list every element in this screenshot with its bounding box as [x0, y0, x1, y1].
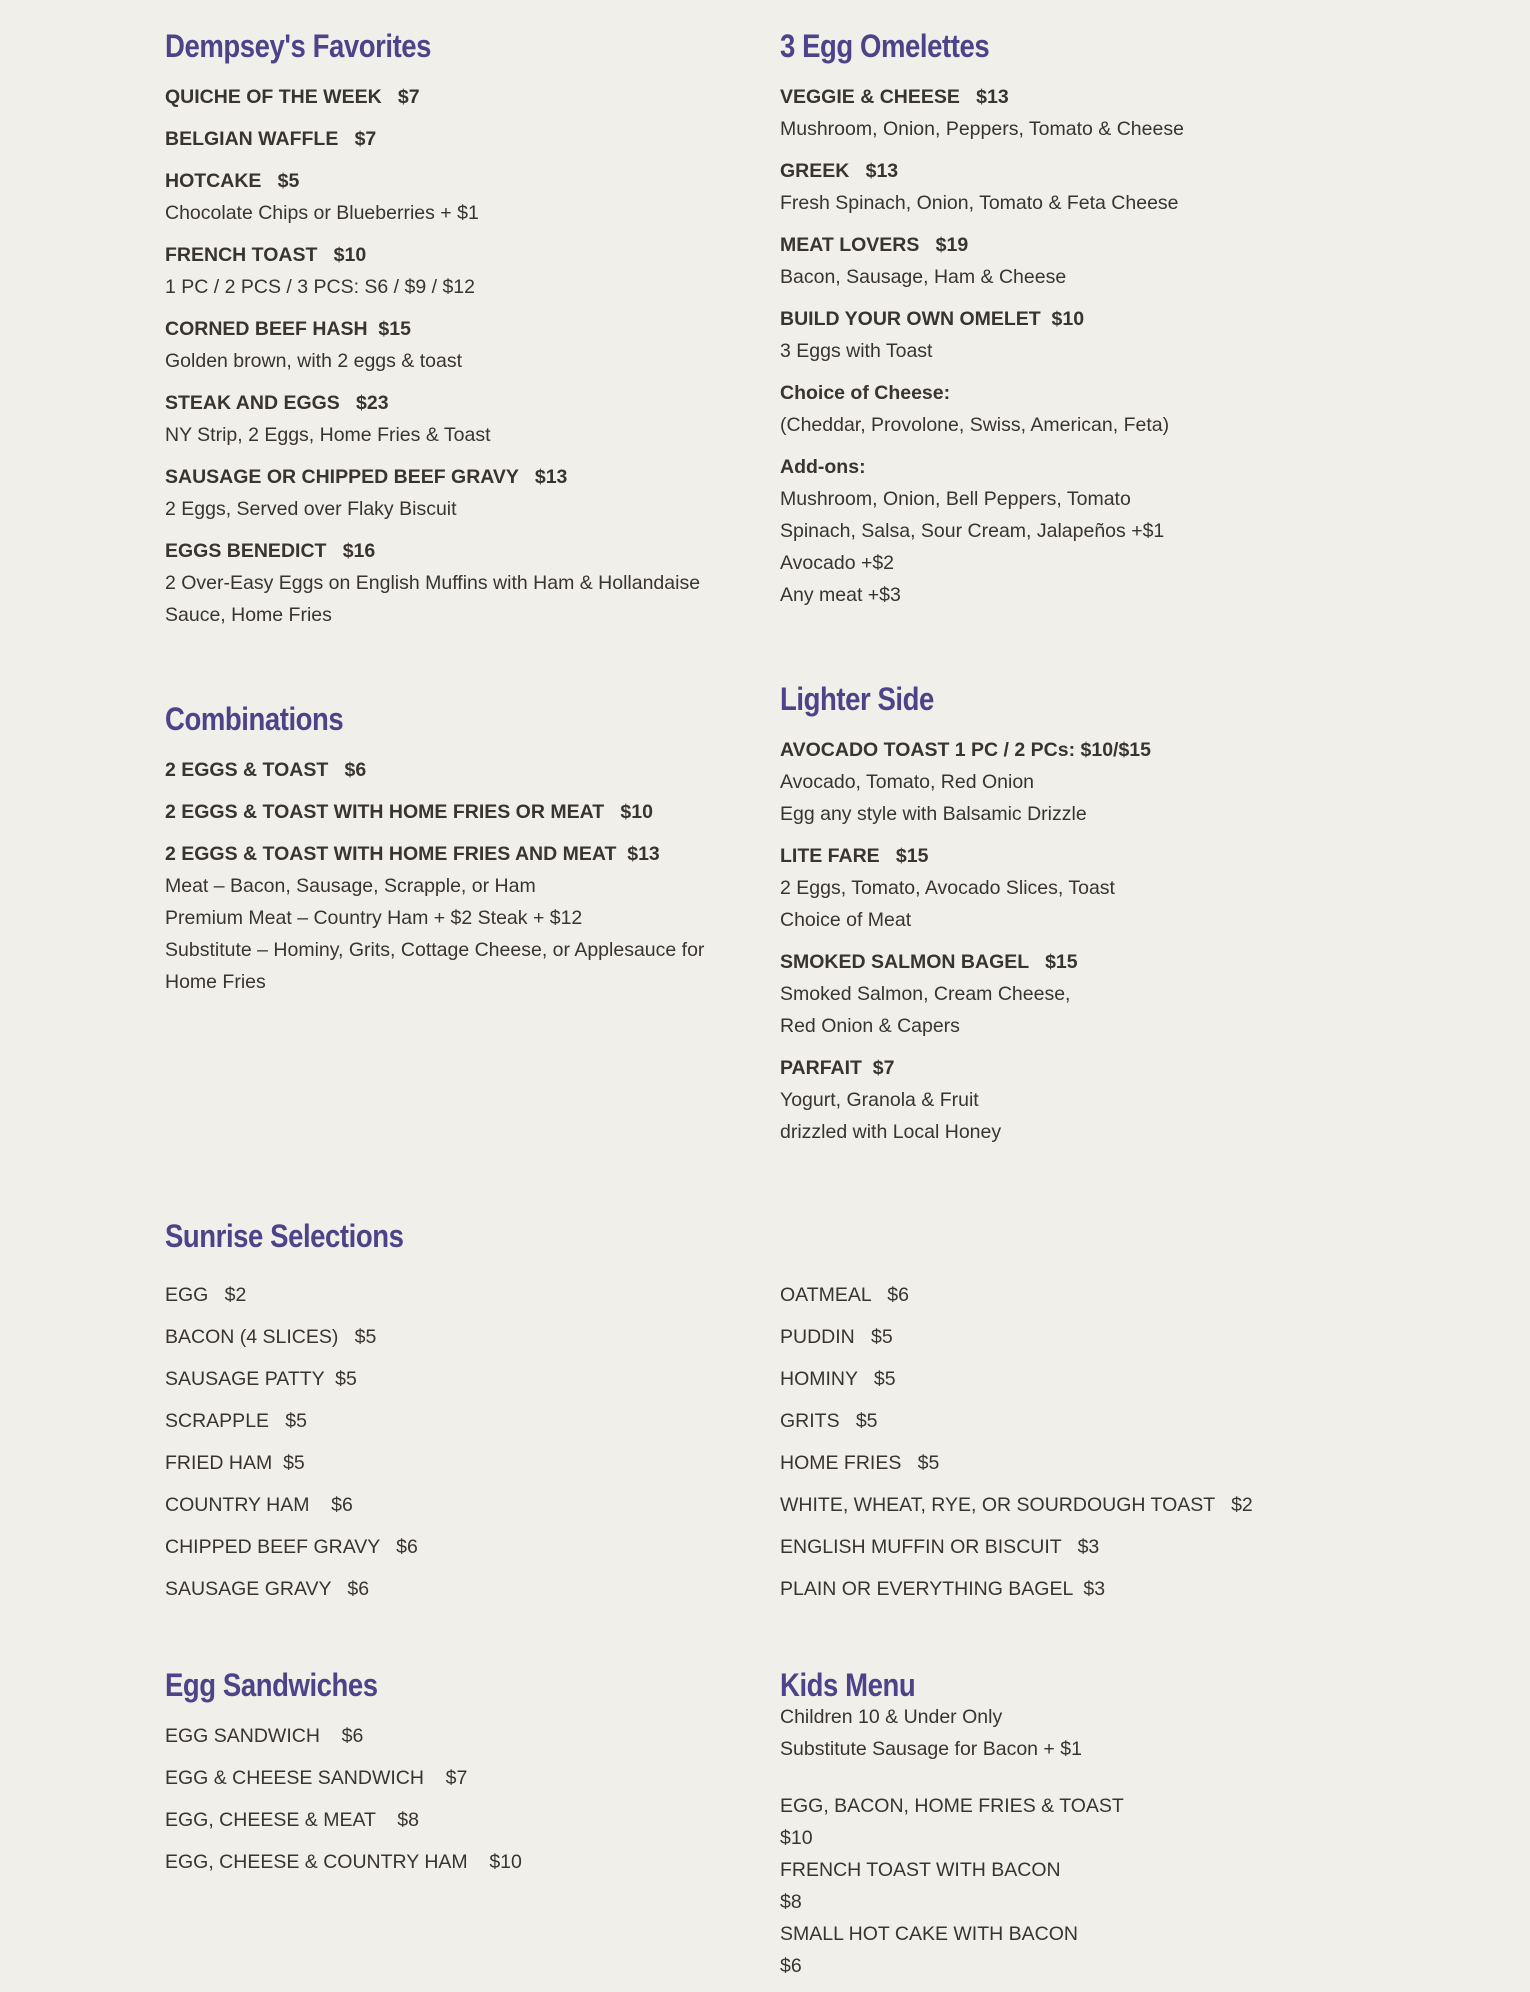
menu-item — [165, 165, 735, 229]
item-name: BELGIAN WAFFLE $7 — [165, 128, 377, 150]
item-name: SAUSAGE OR CHIPPED BEEF GRAVY $13 — [165, 466, 568, 488]
menu-item — [780, 81, 1380, 145]
item-name: Add-ons: — [780, 456, 866, 478]
item-name: BUILD YOUR OWN OMELET $10 — [780, 308, 1085, 330]
item-name: 2 EGGS & TOAST WITH HOME FRIES OR MEAT $10 — [165, 801, 653, 823]
section-kids-menu — [780, 1665, 1380, 1982]
item-description: Meat – Bacon, Sausage, Scrapple, or Ham — [165, 875, 536, 897]
kids-item-price: $6 — [780, 1955, 802, 1977]
menu-item — [165, 796, 735, 828]
sunrise-right-column — [780, 1279, 1400, 1615]
item-name: 2 EGGS & TOAST WITH HOME FRIES AND MEAT $13 — [165, 843, 660, 865]
item-description: Yogurt, Granola & Fruit — [780, 1089, 979, 1111]
side-item: WHITE, WHEAT, RYE, OR SOURDOUGH TOAST $2 — [780, 1494, 1253, 1516]
side-item: GRITS $5 — [780, 1410, 878, 1432]
menu-item — [780, 155, 1380, 219]
kids-item-name: SMALL HOT CAKE WITH BACON — [780, 1923, 1078, 1945]
menu-item — [165, 535, 735, 631]
item-name: MEAT LOVERS $19 — [780, 234, 969, 256]
item-description: Smoked Salmon, Cream Cheese, — [780, 983, 1071, 1005]
item-description: Substitute – Hominy, Grits, Cottage Cheese, or Applesauce for Home Fries — [165, 939, 705, 993]
section-title: 3 Egg Omelettes — [780, 28, 990, 64]
section-title: Sunrise Selections — [165, 1218, 404, 1254]
side-item: COUNTRY HAM $6 — [165, 1494, 353, 1516]
item-name: VEGGIE & CHEESE $13 — [780, 86, 1009, 108]
item-name: GREEK $13 — [780, 160, 899, 182]
item-name: HOTCAKE $5 — [165, 170, 300, 192]
item-description: 2 Over-Easy Eggs on English Muffins with Ham & Hollandaise Sauce, Home Fries — [165, 572, 701, 626]
side-item: HOMINY $5 — [780, 1368, 896, 1390]
item-description: Any meat +$3 — [780, 584, 901, 606]
side-item: SAUSAGE PATTY $5 — [165, 1368, 357, 1390]
sandwich-item: EGG, CHEESE & COUNTRY HAM $10 — [165, 1851, 522, 1873]
side-item: SCRAPPLE $5 — [165, 1410, 307, 1432]
kids-item-name: FRENCH TOAST WITH BACON — [780, 1859, 1061, 1881]
item-description: Egg any style with Balsamic Drizzle — [780, 803, 1087, 825]
section-omelettes — [780, 26, 1380, 621]
side-item: HOME FRIES $5 — [780, 1452, 940, 1474]
item-name: 2 EGGS & TOAST $6 — [165, 759, 367, 781]
sandwich-item: EGG, CHEESE & MEAT $8 — [165, 1809, 419, 1831]
side-item: PLAIN OR EVERYTHING BAGEL $3 — [780, 1578, 1106, 1600]
item-description: 2 Eggs, Tomato, Avocado Slices, Toast — [780, 877, 1115, 899]
item-description: NY Strip, 2 Eggs, Home Fries & Toast — [165, 424, 491, 446]
item-description: Golden brown, with 2 eggs & toast — [165, 350, 463, 372]
menu-item — [165, 387, 735, 451]
kids-item-price: $10 — [780, 1827, 813, 1849]
kids-note: Children 10 & Under Only — [780, 1706, 1003, 1728]
menu-item — [165, 81, 735, 113]
menu-item — [780, 734, 1380, 830]
side-item: CHIPPED BEEF GRAVY $6 — [165, 1536, 418, 1558]
section-combinations — [165, 699, 735, 1008]
side-item: ENGLISH MUFFIN OR BISCUIT $3 — [780, 1536, 1100, 1558]
item-name: STEAK AND EGGS $23 — [165, 392, 389, 414]
menu-item — [165, 313, 735, 377]
item-description: Mushroom, Onion, Bell Peppers, Tomato — [780, 488, 1131, 510]
menu-item — [780, 946, 1380, 1042]
item-description: Mushroom, Onion, Peppers, Tomato & Cheese — [780, 118, 1184, 140]
menu-item — [780, 1052, 1380, 1148]
item-description: 2 Eggs, Served over Flaky Biscuit — [165, 498, 457, 520]
item-description: Chocolate Chips or Blueberries + $1 — [165, 202, 479, 224]
menu-item — [780, 303, 1380, 367]
kids-item-price: $8 — [780, 1891, 802, 1913]
item-description: (Cheddar, Provolone, Swiss, American, Feta) — [780, 414, 1170, 436]
sunrise-left-column — [165, 1279, 735, 1615]
side-item: EGG $2 — [165, 1284, 247, 1306]
side-item: FRIED HAM $5 — [165, 1452, 305, 1474]
menu-item — [780, 451, 1380, 611]
item-description: Premium Meat – Country Ham + $2 Steak + $12 — [165, 907, 583, 929]
kids-item-name: EGG, BACON, HOME FRIES & TOAST — [780, 1795, 1124, 1817]
menu-item — [780, 840, 1380, 936]
side-item: PUDDIN $5 — [780, 1326, 893, 1348]
menu-item — [165, 239, 735, 303]
side-item: SAUSAGE GRAVY $6 — [165, 1578, 370, 1600]
item-name: QUICHE OF THE WEEK $7 — [165, 86, 420, 108]
item-description: 3 Eggs with Toast — [780, 340, 933, 362]
section-title: Egg Sandwiches — [165, 1667, 378, 1703]
item-name: EGGS BENEDICT $16 — [165, 540, 376, 562]
item-name: LITE FARE $15 — [780, 845, 929, 867]
item-description: drizzled with Local Honey — [780, 1121, 1002, 1143]
section-title: Kids Menu — [780, 1667, 916, 1703]
kids-note: Substitute Sausage for Bacon + $1 — [780, 1738, 1082, 1760]
item-description: Red Onion & Capers — [780, 1015, 960, 1037]
side-item: OATMEAL $6 — [780, 1284, 909, 1306]
menu-item — [780, 377, 1380, 441]
section-title: Dempsey's Favorites — [165, 28, 432, 64]
section-lighter-side — [780, 679, 1380, 1158]
section-title: Lighter Side — [780, 681, 934, 717]
item-description: Fresh Spinach, Onion, Tomato & Feta Cheese — [780, 192, 1179, 214]
sandwich-item: EGG & CHEESE SANDWICH $7 — [165, 1767, 468, 1789]
item-description: 1 PC / 2 PCS / 3 PCS: S6 / $9 / $12 — [165, 276, 475, 298]
item-name: AVOCADO TOAST 1 PC / 2 PCs: $10/$15 — [780, 739, 1151, 761]
item-name: Choice of Cheese: — [780, 382, 951, 404]
item-name: CORNED BEEF HASH $15 — [165, 318, 411, 340]
menu-item — [165, 123, 735, 155]
menu-item — [165, 461, 735, 525]
item-description: Choice of Meat — [780, 909, 912, 931]
item-description: Avocado, Tomato, Red Onion — [780, 771, 1035, 793]
item-name: PARFAIT $7 — [780, 1057, 895, 1079]
menu-item — [165, 838, 735, 998]
side-item: BACON (4 SLICES) $5 — [165, 1326, 377, 1348]
item-description: Avocado +$2 — [780, 552, 895, 574]
item-description: Spinach, Salsa, Sour Cream, Jalapeños +$1 — [780, 520, 1165, 542]
menu-item — [780, 229, 1380, 293]
item-name: FRENCH TOAST $10 — [165, 244, 367, 266]
menu-item — [165, 754, 735, 786]
section-favorites — [165, 26, 735, 641]
sandwich-item: EGG SANDWICH $6 — [165, 1725, 364, 1747]
item-description: Bacon, Sausage, Ham & Cheese — [780, 266, 1067, 288]
section-sunrise-selections — [165, 1216, 1395, 1271]
section-title: Combinations — [165, 701, 344, 737]
item-name: SMOKED SALMON BAGEL $15 — [780, 951, 1078, 973]
section-egg-sandwiches — [165, 1665, 735, 1888]
